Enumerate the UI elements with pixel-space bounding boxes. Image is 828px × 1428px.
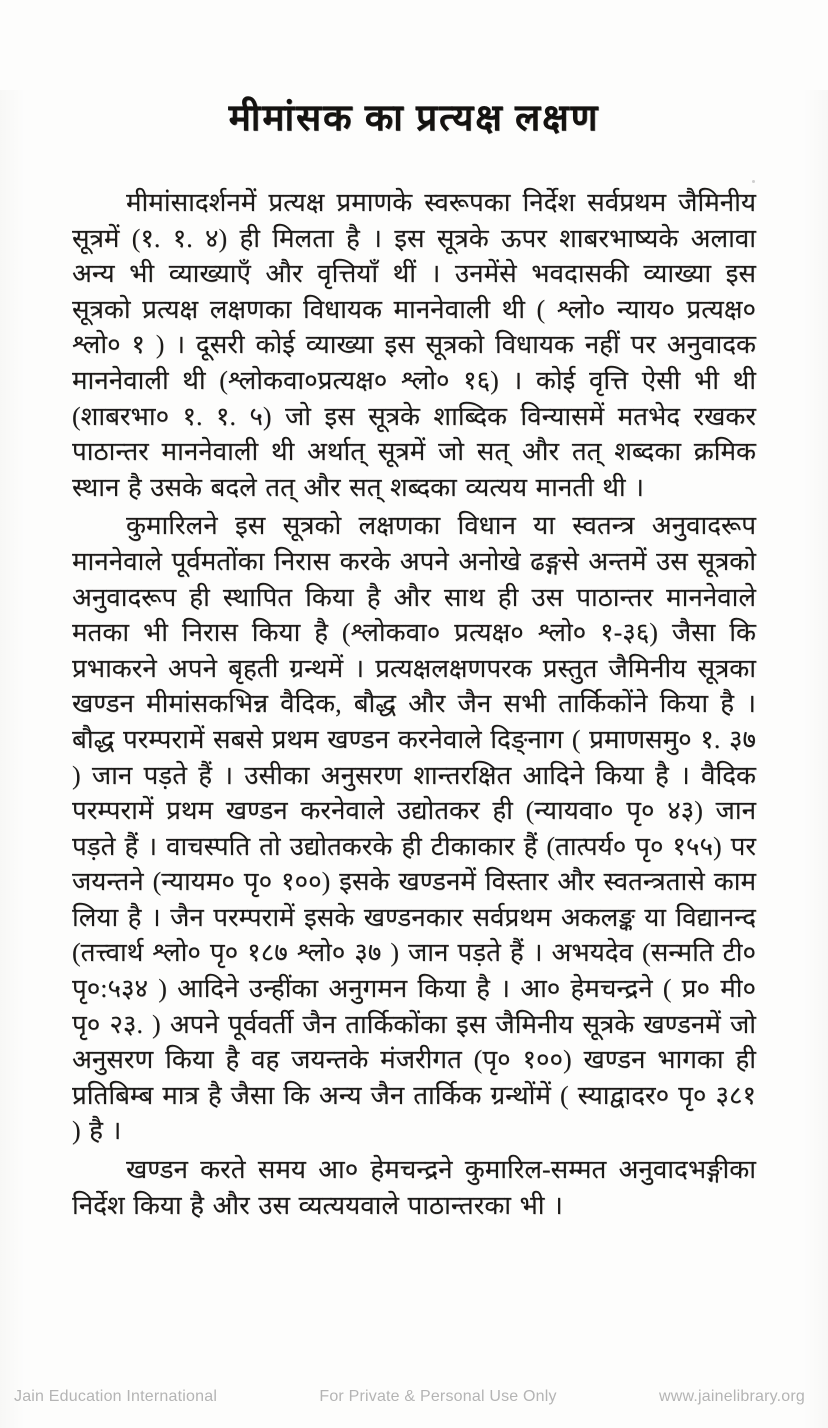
paragraph-1: मीमांसादर्शनमें प्रत्यक्ष प्रमाणके स्वरूपका निर्देश सर्वप्रथम जैमिनीय सूत्रमें (१. १. ४) ही मिलता है । इस सूत्रके ऊपर शाबरभाष्यके अलावा अन्य भी व्याख्याएँ और वृत्तियाँ थीं । उनमेंसे भवदासकी व्याख्या इस सूत्रको प्रत्यक्ष लक्षणका विधायक माननेवाली थी ( श्लो० न्याय० प्रत्यक्ष० श्लो० १ ) । दूसरी कोई व्याख्या इस सूत्रको विधायक नहीं पर अनुवादक माननेवाली थी (श्लोकवा०प्रत्यक्ष० श्लो० १६) । कोई वृत्ति ऐसी भी थी (शाबरभा० १. १. ५) जो इस सूत्रके शाब्दिक विन्यासमें मतभेद रखकर पाठान्तर माननेवाली थी अर्थात् सूत्रमें जो सत् और तत् शब्दका क्रमिक स्थान है उसके बदले तत् और सत् शब्दका व्यत्यय मानती थी । bbox=[72, 188, 756, 502]
scan-speck bbox=[752, 180, 755, 183]
page-title: मीमांसक का प्रत्यक्ष लक्षण bbox=[228, 98, 600, 139]
footer-website: www.jainelibrary.org bbox=[659, 1388, 805, 1405]
footer-usage-note: For Private & Personal Use Only bbox=[319, 1388, 557, 1405]
body-text bbox=[72, 185, 756, 1223]
paragraph-3: खण्डन करते समय आ० हेमचन्द्रने कुमारिल-सम्मत अनुवादभङ्गीका निर्देश किया है और उस व्यत्ययवाले पाठान्तरका भी । bbox=[72, 1155, 756, 1220]
paragraph-2: कुमारिलने इस सूत्रको लक्षणका विधान या स्वतन्त्र अनुवादरूप माननेवाले पूर्वमतोंका निरास करके अपने अनोखे ढङ्गसे अन्तमें उस सूत्रको अनुवादरूप ही स्थापित किया है और साथ ही उस पाठान्तर माननेवाले मतका भी निरास किया है (श्लोकवा० प्रत्यक्ष० श्लो० १-३६) जैसा कि प्रभाकरने अपने बृहती ग्रन्थमें । प्रत्यक्षलक्षणपरक प्रस्तुत जैमिनीय सूत्रका खण्डन मीमांसकभिन्न वैदिक, बौद्ध और जैन सभी तार्किकोंने किया है । बौद्ध परम्परामें सबसे प्रथम खण्डन करनेवाले दिङ्नाग ( प्रमाणसमु० १. ३७ ) जान पड़ते हैं । उसीका अनुसरण शान्तरक्षित आदिने किया है । वैदिक परम्परामें प्रथम खण्डन करनेवाले उद्योतकर ही (न्यायवा० पृ० ४३) जान पड़ते हैं । वाचस्पति तो उद्योतकरके ही टीकाकार हैं (तात्पर्य० पृ० १५५) पर जयन्तने (न्यायम० पृ० १००) इसके खण्डनमें विस्तार और स्वतन्त्रतासे काम लिया है । जैन परम्परामें इसके खण्डनकार सर्वप्रथम अकलङ्क या विद्यानन्द (तत्त्वार्थ श्लो० पृ० १८७ श्लो० ३७ ) जान पड़ते हैं । अभयदेव (सन्मति टी० पृ०:५३४ ) आदिने उन्हींका अनुगमन किया है । आ० हेमचन्द्रने ( प्र० मी० पृ० २३. ) अपने पूर्ववर्ती जैन तार्किकोंका इस जैमिनीय सूत्रके खण्डनमें जो अनुसरण किया है वह जयन्तके मंजरीगत (पृ० १००) खण्डन भागका ही प्रतिबिम्ब मात्र है जैसा कि अन्य जैन तार्किक ग्रन्थोंमें ( स्याद्वादर० पृ० ३८१ ) है । bbox=[72, 511, 756, 1146]
scan-footer bbox=[0, 1388, 828, 1406]
scanned-book-page bbox=[0, 90, 828, 1428]
footer-publisher: Jain Education International bbox=[14, 1388, 218, 1405]
